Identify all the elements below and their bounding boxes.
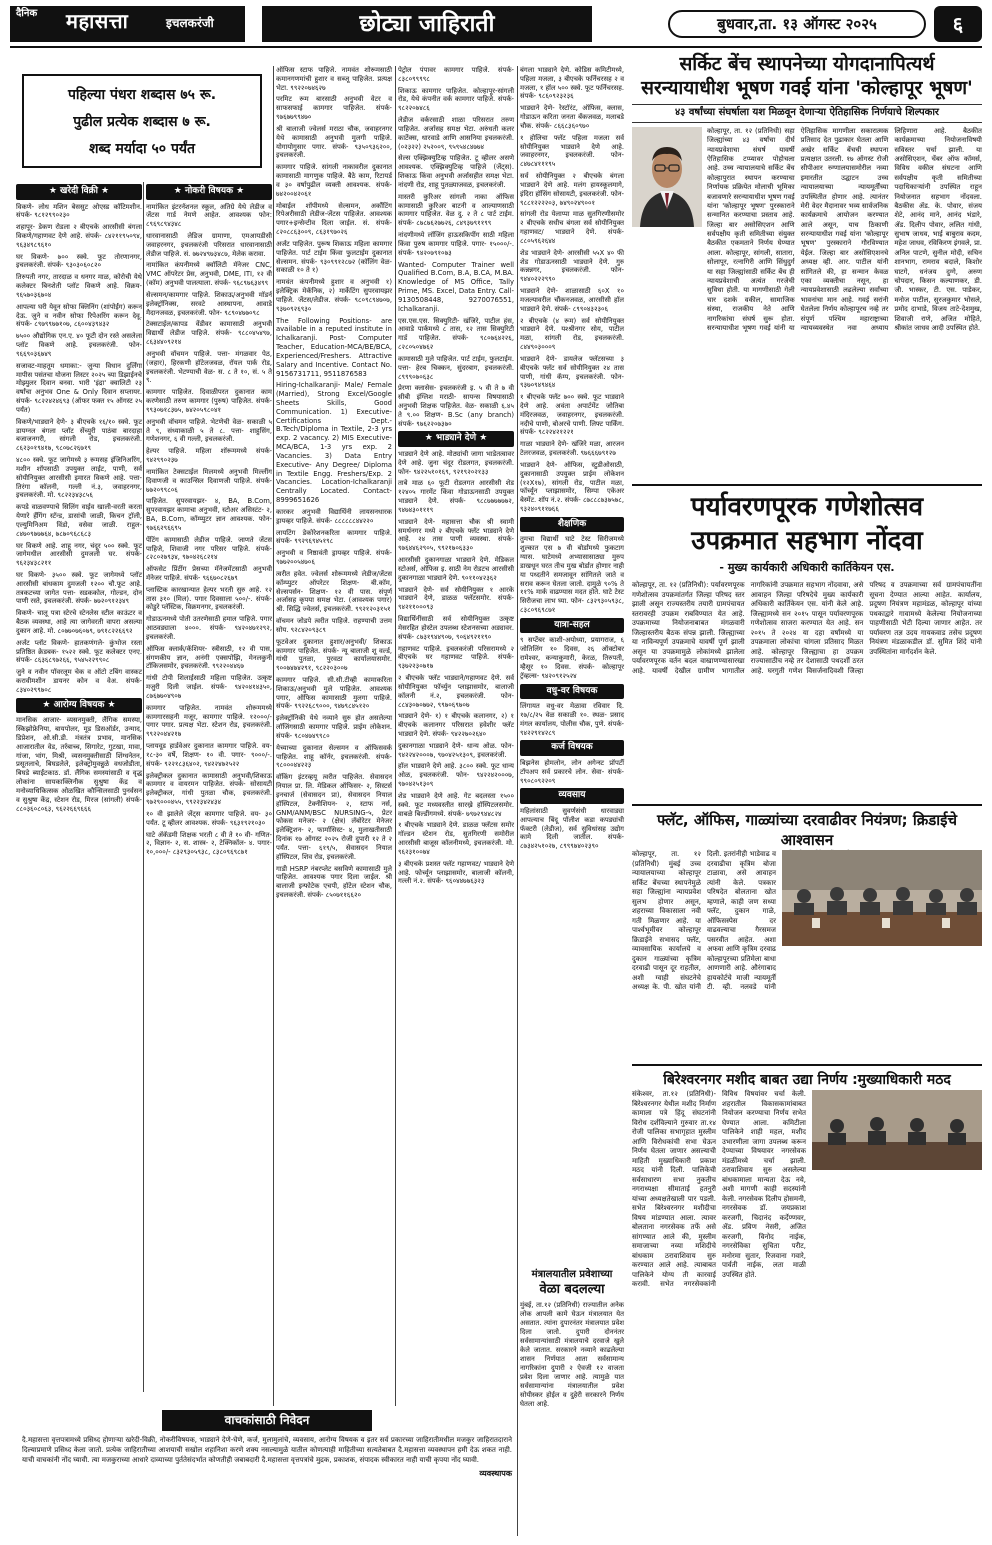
logo-name: महासत्ता: [66, 9, 129, 33]
classified-ad: प्रेरणा क्लासेस- इचलकरंजी इ. ५ वी ते ७ वी सीबी इंग्लिश मराठी- सायन्स विषयासाठी अनुभवी शिक्षक पाहिजेत. वेळ- सकाळी ६.४५ ते ९.०० शिक्षण- B.Sc (any branch) संपर्क- ९७६२२०७३७०: [398, 384, 514, 428]
classified-ad: हेल्पर पाहिजे. महिला शॉरूममध्ये संपर्क- ९४२९९०२३७: [146, 447, 272, 465]
classified-ad: १ होलिचा फ्लॅट पहिला मजला सर्व सोयीनियुक्त भाड्याने देणे आहे. जवाहरनगर, इचलकरंजी. फोन- ८४७८४१११९५: [520, 133, 624, 169]
reader-notice-body: दै.महासत्ता वृत्तपत्रामध्ये प्रसिध्द होणाऱ्या खरेदी-विक्री, नोकरीविषयक, भाड्याने देणे-घेणे, कर्ज, मुलामुलांचे, व्यवसाय, आरोग्य विषयक व इतर सर्व प्रकारच्या जाहिरातीमधील मजकुर जाहिरातदाराने दिल्याप्रमाणे प्रसिध्द केला जातो. प्रत्येक जाहिरातीच्या आशयाची सखोल शहानिशा करणे शक्य नसल्यामुळे यातील कोणत्याही माहितीच्या सत्यतेबाबत दै.महासत्ता व्यवस्थापन हमी देऊ शकत नाही. याची वाचकांनी नोंद घ्यावी. त्या मजकुराच्या आधारे दाव्याच्या पुर्ततेसंदर्भात कोणतीही जबाबदारी दै.महासत्ता वृत्तपत्रांचे मुद्रक, प्रकाशक, संपादक स्वीकारत नाही याची कृपया नोंद घ्यावी.: [22, 1436, 512, 1464]
classified-ad: जुने व नवीन पॉवरलूम चेक व ऑटो टबिंग वास्कट करावीमशीन डायनर कोन व वेअ. संपर्क- ८३४०२९९७०८: [16, 668, 142, 694]
rate-line-2: पुढील प्रत्येक शब्दास ७ रू.: [73, 114, 211, 130]
column-rule: [143, 182, 144, 1392]
story-headline-line-1: मंत्रालयातील प्रवेशाच्या: [531, 1269, 613, 1280]
classified-ad: विकणे/भाड्याने देणे- ३ बीएचके १६/१० स्क्वे. फूट डायग्नल बंगला प्लॉट सेंच्युरी पाठंबा बारदाहा बजाजनगरी, सांगली रोड, इचलकरंजी. ८६२३०१९४१७, ९८०७८२६७१९: [16, 417, 142, 453]
classified-ad: भाड्याने देणे आहे. मोठ्यांची जागा भाडेतत्वावर देणे आहे. जुना चंदूर रोडलगत, इचलकरंजी. फोन- ९४२२५१०१६९, ९२१९२०२१३३: [398, 449, 514, 476]
classified-ad: ४८०० स्क्वे. फूट जागेमध्ये ३ रूमसह इंजिनिअरिंग, मशीन शॉपसाठी उपयुक्त लाईट, पाणी, सर्व सोयीनियुक्त आरसीसी इमारत विकणे आहे. पत्ता- तिरंगा कॉलनी, गल्ली नं.३, जवाहरनगर, इचलकरंजी. मो. ९८२२३४३८५६: [16, 456, 142, 500]
classified-ad: विकणे- चालू पत्रा स्टेरचे स्टेनलेस स्टील काऊंटर व बैठक व्यवस्था, आहे त्या जागेवरती वापरा असल्या दुकान आहे. मो. ८०७७०७६०७९, ७९१८२२६६९२: [16, 609, 142, 635]
ads-list-jobs: [146, 203, 272, 857]
section-rule: [632, 1064, 982, 1066]
classified-ad: मानसिक आजार- व्यसनमुक्ती, लैंगिक समस्या, स्किझोफ्रेनिया, बायपोलर, मूड डिसऑर्डर, उन्माद, डिप्रेशन, ओ.सी.डी. मंत्रतंत्र प्रभाव, मानसिक आजारातील वेड, तर्रबाच्च, सिगारेट, गुटखा, मावा, गांजा, भांग, मिश्री, व्यसनमुक्तीसाठी शिंग्धनेतन, प्रसूतलाचे, बिघडलेले, इलेक्ट्रोमुवन्नुळे वधजोडीता, बिघडे ब्याईंटकाठ. डॉ. लैंगिक समस्यांसाठी व वृद्ध लोकांना सायकाक्लिनीक सुश्रुषा केंद्र व मनोव्याधिकित्सक ओळखित कौन्सिलसाठी पुनर्वसन व सुश्रुषा केंद्र, स्टेशन रोड, मिरज (सांगली) संपर्क- ८८०३६०८०६३, ९६२२६६९६६६: [16, 716, 142, 813]
classified-ad: कामासाठी मुले पाहिजेत. पार्ट टाईम, फुलटाईम. पत्ता- हेरब चिक्कन, सुंदरबाग, इचलकरंजी. ८९९९०७०६३८: [398, 354, 514, 381]
issue-date: बुधवार,ता. १३ ऑगस्ट २०२५: [668, 10, 926, 38]
story-headline: फ्लॅट, ऑफिस, गाळ्यांच्या दरवाढीवर नियंत्रण; क्रिडाईचे आश्वासन: [656, 811, 958, 849]
classified-ad: प्लायवूड हार्डवेअर दुकानात कामगार पाहिजे. वय- १८-३० वर्षे, शिक्षण- १० वी. पगार- ९०००/-. संपर्क- ९२२१८३६४०२, ९४२२४७२५२२: [146, 742, 272, 768]
classified-ad: भाड्याने देणे- रेस्टॉरंट, ऑफिस, क्लास, गोडाऊन करिता जनता बँकजवळ, मलाबडे चौक. संपर्क- ८६६८३६०९७०: [520, 104, 624, 130]
reader-notice: [22, 1410, 512, 1530]
classified-ad: गोडाऊनमध्ये पोती उतरणेसाठी हमाल पाहिजे. पगार आठवड्याला ४०००. संपर्क- ९४२०४७१२९२, इचलकरंजी.: [146, 615, 272, 641]
ad-education: तुमचा विद्यार्थी घाटे टेस्ट सिरीजमध्ये शुल्कात एस ७ वी बोर्डांमध्ये फुकटाग ग्यास. घाटेमध्ये अभ्यासासाठ्या मुरुप डाखधून घरत तीच मुख बोर्डात होणार नाही या पध्दतीने समजावून सांगितले जाते व सराव करून घेतला जातो. दामुळे ९०% ते ११% मार्क वाढण्यास मदत होते. घाटे टेस्ट सिरीजचा लाभ घ्या. फोन- ८३२९३०५९३८, ८३८०९६९८७१: [520, 535, 624, 615]
classified-ad: सांगली रोड येलाप्पा माळ सुतगिरणीसमोर २ बीएचके सधीच बंगला सर्व सोयीनियुक्त गहाणवट/ भाड्याने देणे. संपर्क- ८८०५९६२६४४: [520, 210, 624, 245]
column-rule: [395, 66, 396, 1406]
ads-list-buy-sell: [16, 203, 142, 695]
classified-ad: शहापूर- डेकण रोडला २ बीएचके आरसीसी बंगला विकणे/गहाणवट देणे आहे. संपर्क- ८४२११९५०९४, ९६३४९८९६१०: [16, 223, 142, 249]
newspaper-logo: [10, 6, 245, 42]
classified-ad: मोबाईल शॉपीमध्ये सेल्समन, अकौंटिंग रिपेअरीसाठी लेडीज-जेंटस पाहिजेत. आवश्यक पगार+इन्सेन्टीव दिला जाईल. सं. संपर्क- ८२०८८६३००९, ८६३१९७०२६: [276, 201, 392, 237]
classified-ad: १ बीएचके भाड्याने देणे. डाळळ फ्लॅटस समोर गॉल्डन स्टेशन रोड, सुतगिरणी समोरील आरसीसी बाजूस कॉलनीमध्ये, इचलकरंजी. मो. ९६२३१००७४: [398, 821, 514, 856]
classified-ad: तिरुपती नगर, तारदाळ व धनगर माळ, कोरोची येथे कलेक्टर बिनशेती प्लॉट विकणे आहे. विक्रय- ९६५७०३६७०४: [16, 273, 142, 299]
classified-ad: घाटे ॲकॅडमी शिक्षक भरती ८ वी ते १० वी- गणित- २, विज्ञान- २, स. शास्त्र- २, टेक्निकॉल- ४. पगार- १०,०००/- ८३२९३०५९३८, ८३८०९६९८७१: [146, 830, 272, 857]
classified-ad: कामगार पाहिजेत. नामवंत शोरूममध्ये कामगारसहनी मजूर, कामगार पाहिजे. १२०००/- पगार पगार. प्रत्यक्ष भेटा. स्टेशन रोड, इचलकरंजी. ९९२२०४४२१७: [146, 703, 272, 739]
classified-ad: गाळा भाड्याने देणे- खंजिरे मळा, आरजन टेलरजवळ, इचलकरंजी. ९७६६६७९१२७: [520, 440, 624, 458]
classified-ad: नांदणीमध्ये लॉजिंग हाऊसकिपींग साठी महिला किंवा पुरुष कामगार पाहिजे. पगार- १५०००/-. संपर्क- ९४२०७९१०७३: [398, 231, 514, 257]
classified-ad: नामांकित टेक्सटाईल मिलमध्ये अनुभवी मिल्लींग दिवाणजी व काउन्सिल दिवाणजी पाहिजे. संपर्क- ७७२०९९८०६: [146, 467, 272, 494]
classified-ad: ऑफिस स्टाफ पाहिजे. नामवंत शोरूमसाठी कमानगणमांची हुशार व सब्जू पाहिजेत. प्रत्यक्ष भेटा. ९९२२०७४६२७: [276, 66, 392, 92]
story-headline-line-1: सर्किट बेंच स्थापनेच्या योगदानापित्यर्थ: [679, 53, 935, 75]
story-mosque-decision: [632, 1070, 982, 1490]
category-header-jobs: ★ नोकरी विषयक ★: [146, 184, 272, 200]
council-photo-icon: [812, 1090, 982, 1170]
classified-ad: भाड्याने देणे- सर्व सोयीनियुक्त १ आरके भाड्याने देणे, डाळळ फ्लॅटसमोर. संपर्क- ९४२११०००९३: [398, 585, 514, 612]
story-headline-line-2: वेळा बदलल्या: [539, 1282, 605, 1297]
category-header-buy-sell: ★ खरेदी विक्री ★: [16, 184, 142, 200]
classified-ad: वॉचमन जोडपे त्वरीत पाहिजे. राहण्याची उत्तम सोय. ९२८४२०९३८९: [276, 617, 392, 634]
classified-ad: ऑफिस क्लार्क/कॅशियर- स्त्रीसाठी, १२ वी पास, संगणकीय ज्ञान, अनंगी एक्सपोझि, मेनलकुनी टॉकिजसमोर, इचलकरंजी. ९९२२०४४६७: [146, 644, 272, 671]
story-body: मुंबई, ता.१२ (प्रतिनिधी) राज्यातील अनेक लोक आपली कामे घेऊन मंत्रालयात येत असतात. त्यांना दुपारनंतर मंत्रालयात प्रवेश दिला जातो. दुपारी दोननंतर सर्वसामान्यांसाठी मंत्रालयाचे दरवाजे खुले केले जातात. सरकारने नव्याने काढलेल्या शासन निर्णयात आता सर्वसामान्य नागरिकांना दुपारी २ ऐवजी १२ वाजता प्रवेश दिला जाणार आहे. त्यामुळे यात सर्वसामान्यांना मंत्रालयातील प्रवेश सोयीस्कर होईल व दुहेरी सरकारने निर्णय घेतला आहे.: [520, 1301, 624, 1408]
category-header-rent: ★ भाड्याने देणे ★: [398, 431, 514, 447]
ad-travel: ९ सप्टेंबर काशी-अयोध्या, प्रयागराज, ६ जोतिलिंग १० दिवस, २६ ऑक्टोबर रामेश्वर, कन्याकुमारी, केरळ, तिरुपती, म्हैसूर १० दिवस. संपर्क- कोल्हापूर ट्रॅव्हल्स- ९४२०९१२५२४: [520, 636, 624, 680]
ads-list-health: [16, 716, 142, 813]
classified-ad: अनुभवी वॉचमन पाहिजे. पत्ता- मंगळवार पेठ, (जहार), हिरकणी हॉटेलजवळ, रॉयल पार्क रोड, इचलकरंजी. भेटण्याची वेळ- स. ८ ते १०, सं. ५ ते ९.: [146, 349, 272, 385]
ads-list-rent: [398, 450, 514, 886]
category-header-business: व्यवसाय: [520, 788, 624, 804]
classified-ad: फूटवेअर दुकानात हुशार/अनुभवी/ शिकाऊ कामगार पाहिजेत. संपर्क- न्यू बालाजी शू वर्ल्ड, गांधी पुतळा, पुरवठा कार्यालयासमोर. ९००७४७४२९१, ९८२२०३००७: [276, 637, 392, 673]
meeting-photo-icon: [782, 850, 982, 946]
classified-ad: धारवानासाठी लेडिज ग्रामाणा, एमआयडीसी जवाहरनगर, इचलकरंजी परिसरात धारवानासाठी लेडीज पाहिजे. सं. ७७२४९७३४८७, मेलेक करावा.: [146, 232, 272, 258]
classified-ad: अर्जंट प्लॉट विकणे- हातकणंगले- कुंभोज रस्ता प्रतिष्ठित क्रेडबक- १५२२ स्क्वे. फूट कलेक्टर एनए. संपर्क- ८६३६८९७२६६, ९५४५२२९९०८: [16, 638, 142, 665]
classified-ad: गाडी HSRP नंबरप्लेट बसविणे कामासाठी मुले पाहिजेत. आवश्यक पगार दिला जाईल. श्री बालाजी इन्फोटेक एचपी, हॉटेल स्टेशन चौक, इचलकरंजी. संपर्क- ८५०७११६६२०: [276, 864, 392, 900]
section-rule: [632, 484, 982, 486]
classified-ad: नामांकित इंटरनॅशनल स्कूल, अतिग्रे येथे लेडीज व जेंटस गार्ड नेमणे आहेत. आवश्यक फोन: ८९६९८९४३४८: [146, 202, 272, 229]
story-kicker: - मुख्य कार्यकारी अधिकारी कार्तिकेयन एस.: [719, 561, 895, 574]
classified-ad: प्लास्टिक कारखान्यात हेल्पर भरती सुरु आहे. १२ तास ३१० (मिल). पगार दिवसाला ५००/-. संपर्क- कोडुरे प्लॅस्टिक, विक्रमनगर, इचलकरंजी.: [146, 585, 272, 612]
story-subheadline: ४३ वर्षांच्या संघर्षाला यश मिळवून देणाऱ्या ऐतिहासिक निर्णयाचे शिल्पकार: [632, 104, 982, 123]
story-eco-ganeshotsav: [632, 490, 982, 777]
classified-ad: घर विकणे- ७०० स्क्वे. फूट तोरणानगर, इचलकरंजी. संपर्क- ९३०३०६०८२०: [16, 252, 142, 270]
story-headline-line-2: उपक्रमात सहभाग नोंदवा: [691, 526, 923, 556]
classified-ad: अर्जंट पाहिजेत. पुरूष शिकाऊ महिला कामगार पाहिजेत. पार्ट टाईम किंवा फुलटाईम दुकानात सेल्समन. संपर्क- ९३०९९१२८७२ (कॉलिंग वेळ- सकाळी १० ते १): [276, 239, 392, 275]
ads-column-buy-sell: [16, 182, 142, 1392]
classified-ad: २ बीएचके (४ रूम) सर्व सोयीनियुक्त भाड्याने देणे. यश्श्रीनगर सोय, पाटील मळा, सांगली रोड, इचलकरंजी. ८४४९०३०००९: [520, 316, 624, 352]
classified-ad: वॉकिंग इंटरव्हयू त्वरीत पाहिजेत. सेवासदन नियाल प्रा. लि. मेडिकल ऑफिसर- २, सिस्टर्स इनचार्ज (सेवासदन प्रा), सेवासदन नियाल हॉस्पिटल, टेक्नीशियन- २, स्टाफ नर्स, GNM/ANM/BSC NURSING-५, प्रेटर फोकस मनेजर- २ (क्षेत्र) लॅबोरेटर मेनेजर इलेक्ट्रिशन- २, फार्मासिस्ट- ४, मुलाखतीसाठी दिनांक १७ ऑगस्ट २०२५ रोजी दुपारी १२ ते २ पर्यंत. पत्ता- ६१९/५, सेवासदन नियाल हॉस्पिटल, शिव रोड, इचलकरंजी.: [276, 773, 392, 861]
news-area: [632, 52, 982, 1534]
classified-ad: एस.एस.एस. सिक्युरिटी- खंजिरे, पाटील हंस, आवाडे पार्कमध्ये ८ तास, १२ तास सिक्युरिटी गार्ड पाहिजेत. संपर्क- ९८०७६४२२६, ८२८०५०४७६२: [398, 316, 514, 352]
classified-ad: विद्यार्थिनींसाठी सर्व सोयीनियुक्त उत्कृष्ट मेसरहित होस्टेल उपलब्ध स्टेशनसच्या अड्यावर. संपर्क- ८७३१९४४९०७, ९०६४९२११९०: [398, 615, 514, 641]
story-credai-price-control: [632, 810, 982, 1000]
classified-ad: Hiring-Ichalkaranji- Male/ Female (Married), Strong Excel/Google Sheets Skills, Good Communication. 1) Executive-Certifications Dept.-B.Tech/Diploma in Textile, 2-3 yrs exp. 2 vacancy. 2) MIS Executive- MCA/BCA, 1-3 yrs exp. 2 Vacancies. 3) Data Entry Executive- Any Degree/ Diploma in Textile Engg. Freshers/Exp. 2 Vacancies. Location-Ichalkaranji Centrally Located. Contact- 8999651626: [276, 381, 392, 505]
classified-ad: आरसीसी दुकानगाळा भाड्याने देणे. मेडिकल स्टोअर्स, ऑफिस इ. साठी नेम रोडटच आरसीसी दुकानगाळा भाड्याने देणे. ९०११०४२३६२: [398, 556, 514, 582]
section-rule: [632, 804, 982, 806]
classified-ad: गांधी टोपी शिलाईसाठी महिला पाहिजेत. उत्कृष्ट मजुरी दिली जाईल. संपर्क- ९४२०४१४३५०, ८७६७७०४९०७: [146, 674, 272, 700]
category-header-marriage: वधु-वर विषयक: [520, 684, 624, 700]
classified-ad: येच्याच्या दुकानात सेल्समन व ऑफिसवर्क पाहिजेत. शाहू कॉर्नर, इचलकरंजी. संपर्क- ९८०००४४२२३: [276, 743, 392, 770]
ads-column-jobs-rent: [398, 66, 514, 1470]
story-body: कोल्हापूर, ता. १२ (प्रतिनिधी) सहा जिल्ह्यांच्या ४३ वर्षांचा दीर्घ न्यायप्रवेशाचा संघर्ष यावर्षी ऐतिहासिक टप्प्यावर पोहोचला आहे. उच्च न्यायालयाचे सर्किट बेंच कोल्हापुरात स्थापन करण्याचा निर्णायक प्रक्रियेत मोलाची भूमिका बजावणारे सरन्यायाधीश भूषण गवई यांना 'कोल्हापूर भूषण' पुरस्काराने सन्मानित करण्याचा प्रस्ताव आहे. जिल्हा बार असोसिएशन आणि सर्वपक्षीय कृती समितीच्या संयुक्त बैठकीत एकमताने निर्णय घेण्यात आला. कोल्हापूर, सांगली, सातारा, सोलापूर, रत्नागिरी आणि सिंधुदुर्ग या सहा जिल्ह्यांसाठी सर्किट बेंच ही न्यायप्रवेशाची अत्यंत गरजेची सुविधा होती. या मागणीसाठी गेली चार दशके वकील, सामाजिक संस्था, राजकीय नेते आणि नागरिकांचा संघर्ष सुरू होता. सरन्यायाधीश भूषण गवई यांनी या ऐतिहासिक मागणीला सकारात्मक प्रतिसाद देत पुढाकार घेतला आणि अखेर सर्किट बेंचची स्थापना प्रत्यक्षात उतरली. १७ ऑगस्ट रोजी सीपीआर रुग्णालयासमोरील नव्या इमारतीत उद्घाटन उच्च न्यायालयाच्या न्यायमूर्तींच्या उपस्थितीत होणार आहे. त्यानंतर मेरी वेदर मैदानावर भव्य सार्वजनिक कार्यक्रमाचे आयोजन करण्यात आले असून, याच ठिकाणी सरन्यायाधीश गवई यांना 'कोल्हापूर भूषण' पुरस्काराने गौरविण्यात येईल. जिल्हा बार असोसिएशनचे अध्यक्ष व्ही. आर. पाटील यांनी सांगितले की, हा सन्मान केवळ एका व्यक्तीचा नसून, हा न्यायप्रवेशासाठी लढलेल्या सर्वांच्या भावनांचा मान आहे. गवई सरांनी घेतलेला निर्णय कोल्हापूरच नव्हे तर संपूर्ण पश्चिम महाराष्ट्राच्या न्यायव्यवस्थेत नवा अध्याय लिहिणारा आहे. बैठकीत कार्यक्रमाच्या नियोजनाविषयी सविस्तर चर्चा झाली. या असोसिएशन, चेंबर ऑफ कॉमर्स, विविध वकील संघटना आणि सर्वपक्षीय कृती समितीच्या पदाधिकाऱ्यांनी उपस्थित राहून नियोजनात सहभाग नोंदवला. बैठकीस ॲड. के. पोवार, संजय शेटे, आनंद माने, आनंद भंडारे, ॲड. दिलीप पोवार, ललित गांधी, सुभाष जाधव, भाई बाबुराव कदम, महेश जाधव, रविकिरण इंगवले, प्रा. अनिल पाटणे, सुनील मोदी, सचिन शानभाग, रामराव बदाले, किशोर घाटगे, धनंजय दुग्गे, अरुण चोपदार, किसन कल्याणकर, डी. जी. भास्कर, टी. एस. पाडेकर, मनोज पाटील, सुरजकुमार भोसले, प्रमोद दाभाडे, विजय ताटे-देशमुख, शिवाजी राणे, अजित मोहिते, श्रीकांत जाधव आदी उपस्थित होते.: [707, 126, 982, 332]
council-meeting-photo: [812, 1090, 982, 1170]
ads-list-jobs-2: [276, 66, 392, 314]
category-header-travel: यात्रा-सहल: [520, 618, 624, 634]
classified-ad: बंगला भाड्याने देणे. कोडिस कमिटीमध्ये, पहिला मजला, ३ बीएचके फर्निचरसह २ व मजला, १ हॉल ५०० स्क्वे. फूट फर्निचरसह. संपर्क- ९८६०९२३२३६: [520, 66, 624, 101]
portrait-icon: [632, 127, 702, 227]
story-body: कोल्हापूर, ता. १२ (प्रतिनिधी): पर्यावरणपूरक गणेशोत्सव उपक्रमांतर्गत जिल्हा परिषद स्तर झाली असून राज्यस्तरीय तयारी ग्रामपंचायत स्तरावरही उपक्रम राबविण्यात येत आहे. उपक्रमाच्या नियोजनाबाबत मंगळवारी जिल्हास्तरीय बैठक संपन्न झाली. जिल्ह्याच्या या नाविन्यपूर्ण उपक्रमाचे यावर्षी पूर्ण झाली असून या उपक्रमामुळे लोकांमध्ये झालेला पर्यावरणपूरक वर्तन बदल वाखाणण्यासारखा आहे. यावर्षी देखील ग्रामीण भागातील नागरिकांनी उपक्रमात सहभाग नोंदवावा, असे आवाहन जिल्हा परिषदेचे मुख्य कार्यकारी अधिकारी कार्तिकेयन एस. यांनी केले आहे. जिल्ह्यामध्ये सन २०१५ पासून पर्यावरणपूरक गणेशोत्सव साजरा करण्यात येत आहे. सन २०१५ ते २०२४ या दहा वर्षांमध्ये या उपक्रमाला लोकांचा चांगला प्रतिसाद मिळत आहे. कोल्हापूर जिल्ह्याचा हा उपक्रम राज्यासाठीच नव्हे तर देशासाठी पथदर्शी ठरत आहे. घरगुती गणेश विसर्जनादिवशी जिल्हा परिषद व उपक्रमाच्या सर्व ग्रामपंचायतींना सूचना देण्यात आल्या आहेत. कार्यालय, प्रदूषण नियंत्रण महामंडळ, कोल्हापूर यांच्या पथकाद्वारे गावामध्ये केलेल्या नियोजनाच्या पाहणीसाठी भेटी दिल्या जाणार आहेत. तर पर्यावरण तज्ञ उदय गायकवाड तसेच प्रदूषण नियंत्रण मंडळाकडील डॉ. सुमित शिंदे यांनी उपस्थितांना मार्गदर्शन केले.: [632, 581, 982, 675]
classified-ad: नामवंत कंपनीमध्ये हुशार व अनुभवी १) इलेक्ट्रिक मेकॅनिक, २) मार्केटिंग सुपरवायझर पाहिजे. जेंटस/लेडीज. संपर्क- ९८०९८९४७०७, ९३७०९२६९३०: [276, 278, 392, 313]
section-title: छोट्या जाहिराती: [262, 6, 592, 42]
classified-ad: कारकर अनुभवी विद्यार्थिनी लायसनधारक ड्रायव्हर पाहिजे. संपर्क- ८८८८८८४४२२०: [276, 507, 392, 525]
classified-ad: The Following Positions- are available in a reputed institute in Ichalkaranji. Post- Computer Teacher, Education-MCA/BE/BCA, Experienced/Freshers. Attractive Salary and Incentive. Contact No. 9156731711, 9511876583: [276, 316, 392, 378]
column-rule: [517, 66, 518, 1536]
classified-ad: आपल्या घरी येवून सोफा क्लिनिंग (शांपोईंग) करून देऊ. जुने व नवीन सोफा रिपेअरिंग करून देवू. संपर्क- ८९७९९७७१०७, ८६००४३९४३२: [16, 302, 142, 329]
classified-ad: ऑफसेट प्रिंटींग प्रेसच्या मॅनेजमेंटसाठी अनुभवी मॅनेजर पाहिजे. संपर्क- ९६६७०८२६७९: [146, 565, 272, 582]
classified-ad: भाड्याने देणे- शाळासाठी ६०X १० मजल्यावरील चौंकनजवळ, आरसीसी हॉल भाड्याने देणे. संपर्क- ८९९०४३२३०६: [520, 287, 624, 313]
rate-line-1: पहिल्या पंधरा शब्दास ७५ रू.: [67, 87, 217, 103]
story-circuit-bench: [632, 52, 982, 333]
classified-ad: १ बीएचके फ्लॅट ७०० स्क्वे. फूट भाड्याने देणे आहे. अवंता अपार्टमेंट जोतिबा मंदिरजवळ, जवाहरनगर, इचलकरंजी. नदीचे पाणी, बोअरचे पाणी. लिफ्ट पार्किंग. संपर्क- ९८२२४२१२२१: [520, 393, 624, 437]
classified-ad: नामांकित कंपनीमध्ये क्वॉलिटी मॅनेजर CNC, VMC ऑपरेटर प्रेस, अनुभवी, DME, ITI, १२ वी (कॉम) अनुभवी पालत्याला. संपर्क- ९६८९७६३४९९: [146, 261, 272, 288]
classified-ad: पेंटिंग कामासाठी लेडीज पाहिजे. जाणते जेंटस पाहिजे, शिवाजी नगर परिसर पाहिजे. संपर्क- ८२८०२७९३४, ९७०४२६८२१४: [146, 535, 272, 562]
classified-ad: कामगार पाहिजेत. दिवाळीपरत दुकानात काम करणेसाठी तरुण कामगार (पुरुष) पाहिजेत. संपर्क- ९९३०७१८३७५, ७४२०५९८०४१: [146, 388, 272, 414]
header-rule: [10, 46, 982, 48]
ad-marriage: लिंगायत वधु-वर मेळावा रविवार दि. १७/८/२५ वेळ सकाळी १०. स्थळ- प्रसाद मंगल कार्यालय, पोलीस चौक, पुणे. संपर्क- ९४२२९१४२८९: [520, 702, 624, 737]
classified-ad: लेडीज वर्करसाठी शाळा परिसरात तरुण पाहिजेत. अर्जासह समक्ष भेटा. अरुंधती कलर कार्टेक्स, धारवाडे आणि आसनिया इचलकरंजी. (०२३२२) २५२००९, ९५९५४८४७७४: [398, 116, 514, 151]
ads-list-jobs-english: [276, 317, 392, 505]
classified-ad: २ बीएचके फ्लॅट भाड्याने/गहाणवट देणे. सर्व सोयीनियुक्त फॉर्च्युन प्लाझासमोर, बालाजी कॉलनी नं.२, इचलकरंजी. फोन- ८८४३०७०७७२, ९९७०६९७०७: [398, 674, 514, 709]
ads-column-jobs: [146, 182, 272, 1392]
classified-ad: भाड्याने देणे- महासत्ता चौक श्री स्वामी समर्थनगर मध्ये २ बीएचके फ्लॅट भाड्याने देणे आहे. २४ तास पाणी व्यवस्था. संपर्क- ९७६४४६२९०५, ९९२१७०६३३०: [398, 517, 514, 553]
classified-ad: विकणे- लोध मशिन बेससुट ओएस्ड कॉटिमशीन. संपर्क- ९८१२९९०२३०: [16, 202, 142, 220]
page-number: ६: [934, 6, 982, 42]
classified-ad: अनुभवी व निष्ठावंती ड्रायव्हर पाहिजे. संपर्क- ९७७२००५४७०६: [276, 549, 392, 567]
classified-ad: १० वी झालेले जेंट्स कामगार पाहिजे. वय- ३० पर्यंत. टू व्हीलर आवश्यक. संपर्क- ९६३१९२१०३०: [146, 809, 272, 827]
category-header-education: शैक्षणिक: [520, 517, 624, 533]
logo-prefix: दैनिक: [16, 8, 38, 19]
category-header-health: ★ आरोग्य विषयक ★: [16, 698, 142, 714]
logo-city: इचलकरंजी: [166, 16, 214, 30]
reader-notice-title: वाचकांसाठी निवेदन: [162, 1410, 372, 1431]
ads-list-rent-2: [520, 66, 624, 514]
classified-ad: भाड्याने देणे- ऑफिस, स्टुडीओसाठी, दुकानासाठी उपयुक्त प्राईम लोकेशन (१२X१७), सांगली रोड, पाटील मळा, फॉर्च्यून प्लाझासमोर, सिम्पा एकेअर बेस्मेंट. शॉप नं.२. संपर्क- ८७८८८७३७५७८, ९३२४०९११७६६: [520, 460, 624, 514]
classified-ad: मास्तरी कुरिअर सांगली नाका ऑफिस कामासाठी कुरिअर बाटनी व आल्याणसाठी कामगार पाहिजेत. वेळ दु. २ ते ८ पार्ट टाईम. संपर्क- ८७८७६२७७२६, ८४९३७९११९९: [398, 192, 514, 228]
classified-ad: भाड्याने देणे- १) १ बीएचके कलानगर, २) १ बीएचके कलानगर परिसरात हवेशीर फ्लॅट भाड्याने देणे. संपर्क- ९४२२७०२६४०: [398, 712, 514, 738]
story-body: कोल्हापूर, ता. १२ (प्रतिनिधी) मुंबई उच्च न्यायालयाच्या कोल्हापूर सर्किट बेंचच्या स्थापनेमुळे सहा जिल्ह्यांना न्यायप्रवेश सुलभ होणार असून, शहराच्या विकासाला नवी गती मिळणार आहे. या पार्श्वभूमीवर कोल्हापूर क्रिडाईने सभासद फ्लॅट, व्यावसायिक कार्यालये व दुकान गाळ्यांच्या कृत्रिम दरवाढी पासून दूर राहतील, अशी ग्वाही संघटनेचे अध्यक्ष के. पी. खोत यांनी दिली. इतरांनीही भाडेवाढ व दरवाढीचा कृत्रिम बोजा टाळावा, असे आवाहन त्यांनी केले. पत्रकार परिषदेत बोलताना खोत म्हणाले, काही जण सध्या फ्लॅट, दुकान गाळे, ऑफिसस्पेस दर वाढवल्याचा गैरसमज पसरवीत आहेत. अशा अफवा आणि कृत्रिम दरवाढ कोल्हापूरच्या प्रतिमेला बाधा आणणारी आहे. औरंगाबाद हायकोर्टचे माजी न्यायमूर्ती टी. व्ही. नलवडे यांनी: [632, 850, 776, 992]
ads-column-jobs-2: [276, 66, 392, 1470]
classified-ad: लायटिंग डेकोरेशनकरिता कामगार पाहिजे. संपर्क- ९९२९६९४५१९८: [276, 528, 392, 546]
classified-ad: पेट्रोल पंपावर कामगार पाहिजे. संपर्क- ८३८०९९९९८: [398, 66, 514, 83]
classified-ad: श्री बालाजी ज्वेलर्स मराठा चौक, जवाहरनगर येथे कामासाठी अनुभवी मुलगी पाहिजे. योगायोगुसार पगार. संपर्क- ९३५०९३६२००, इचलकरंजी.: [276, 124, 392, 160]
classified-ad: सेल्समन/कामगार पाहिजे. शिकाऊ/अनुभवी मॉडर्न इलेक्ट्रॉनिक्स, सरवटे आस्थापना, आवाडे मैदानजवळ, इचलकरंजी. फोन- ९८९०४७७०९८: [146, 290, 272, 317]
classified-ad: कामगार पाहिजे. सी.सी.टीव्ही कामाकरिता शिकाऊ/अनुभवी मुले पाहिजेत. आवश्यक पगार, ऑफिस कामासाठी मुलगा पाहिजे. संपर्क- ९९२२६८९०००, ९४७९८४५१२०: [276, 676, 392, 711]
press-conference-photo: [782, 850, 982, 946]
category-header-loan: कर्ज विषयक: [520, 740, 624, 756]
classified-ad: भाड्याने देणे- डायलेज फ्लॅटसच्या ३ बीएचके फ्लॅट सर्व सोयीनियुक्त २४ तास पाणी, गांधी कॅम्प, इचलकरंजी. फोन- ९३७०९४९४६४: [520, 354, 624, 390]
classified-ad: शेड भाड्याने देणे आहे. गेट बदलस्ता १५०० स्क्वे. फूट मध्यवस्तीत सारख्रे हॉस्पिटलसमोर. वाबळे बिल्डींगमध्ये. संपर्क- ७९७२९४४८२४: [398, 791, 514, 818]
classified-ad: सर्व सोयीनियुक्त २ बीएचके बंगला भाड्याने देणे आहे. मलंग हायस्कूलमागे, इंदिरा हॉसिंग सोसायटी, इचलकरंजी. फोन- ९८८१२२२२०३, ७४९०२४९००१: [520, 172, 624, 207]
classified-ad: कपडे वाळवण्याचे सिलिंग वाईव खाली-वरती करता येणारे हँगिंग स्टॅन्ड, डासांची जाळी, किचन ट्रॉली, एल्युमिनिअम विंडो, वसेवा जाळी. राहुल- ८४७०९७७७६४, ७८७०९६८६८३: [16, 503, 142, 538]
ad-loan: बिझनेस होमलोन, लोन अगेन्स्ट प्रॉपर्टी टॉपअप सर्व प्रकारचे लोन. सेवा- संपर्क- ९९०८०९२२०९: [520, 758, 624, 785]
classified-ad: त्वरीत हवेत. ज्वेलर्स शोरूममध्ये लेडीज/जेंटस कॉम्प्युटर ऑपरेटर शिक्षण- बी.कॉम, सेल्सपर्सन- शिक्षण- १२ वी पास. संपूर्ण अर्जासह कृपया समक्ष भेटा. (आवश्यक पगार) श्री. सिद्धि ज्वेलर्स, इचलकरंजी. ९९२१२०३१५१: [276, 569, 392, 614]
classified-ad: परमिट रूम बारसाठी अनुभवी वेटर व साफसफाई कामगार पाहिजेत. संपर्क- ९७६७७९९४७०: [276, 95, 392, 122]
story-headline-line-1: पर्यावरणपूरक गणेशोत्सव: [690, 492, 924, 522]
ad-business: महिलांसाठी सुवर्णसंधी धारवाड्या आपल्याच बिंदू पॉलीश कडा कपड्यांची फॅक्टरी (लेडीज), सर्व सुविधांसह उद्योग कामे दिली जातील. संपर्क- ८७३४२५१०२७, ८९९९७४०२३९०: [520, 806, 624, 851]
column-rule: [273, 66, 274, 1406]
classified-ad: टेक्सटाईल/कापड वेंडीवर कामासाठी अनुभवी विद्यार्थी लेडीज पाहिजे. संपर्क- ९८८०४५४९७, ८६३४४०९२१४: [146, 320, 272, 347]
reader-notice-signature: व्यवस्थापक: [479, 1468, 512, 1478]
classified-ad: ३ बीएचके प्रशस्त फ्लॅट गहाणवट/ भाड्याने देणे आहे. फोर्च्यून प्लाझासमोर, बालाजी कॉलनी, गल्ली नं.२. संपर्क- ९६०४४७७६३२३: [398, 859, 514, 886]
classified-ad: ७५०० औद्योगिक एन.ए. ४० फूटी दोन रस्ते असलेला प्लॉट विकणे आहे. इचलकरंजी. फोन- ९६६९०३६७४९: [16, 332, 142, 358]
classified-ad: इलेक्ट्रॉनिकी येथे नव्याने सुरु होत असलेल्या लॉजिंगसाठी कामगार पाहिजे. प्राईम लोकेशन. संपर्क- ९८०४७४९९८०: [276, 714, 392, 740]
classified-ad: पाहिजेत. सुपरवायझर- ४, BA, B.Com, सुपरवायझर कामाचा अनुभवी, स्टोअर असिस्टंट- २, BA, B.Com, कॉम्प्युटर ज्ञान आवश्यक. फोन- ९७६६२९६६९५: [146, 497, 272, 532]
chief-justice-photo: [632, 127, 702, 227]
classified-ad: अनुभवी वॉचमन पाहिजे. भेटणेची वेळ- सकाळी ५ ते ९, संध्याकाळी ५ ते ८. पत्ता- शाहुसिंग, गणेशनगर, ६ वी गल्ली, इचलकरंजी.: [146, 417, 272, 444]
classified-ad: कामगार पाहिजे. सांगली नाकावरील दुकानात कामासाठी मागणुक पाहिजे. बैठे काम, रिटायर्ड व ३० वर्षापुढील व्यक्ती आवश्यक. संपर्क- ७४२००४२०६१: [276, 163, 392, 198]
classified-ad: दुकानगाळा भाड्याने देणे- धान्य ओळ. फोन- ९४२२४२०००७, ९७०४२५१३०९, इचलकरंजी.: [398, 741, 514, 759]
classified-ad: सेल्स एक्झिक्युटिव्ह पाहिजेत. टू व्हीलर असणे आवश्यक. एक्झिक्युटिव्ह पाहिजे (जेंट्स). शिकाऊ किंवा अनुभवी अर्जासहीत समक्ष भेटा. नांदणी रोड, शाहू पुतळ्याजवळ, इचलकरंजी.: [398, 154, 514, 189]
classified-ad: घर विकणे- ३५०० स्क्वे. फूट जागेमध्ये प्लॉट आरसीसी बांधकाम दुमजली १२०० चौ.फूट आहे. तत्रकटच्या जागेत पत्ता- सडककोल, गोल्डन, दोन पाणी रस्ते, इचलकरंजी. संपर्क- ७७२०९१२३४९: [16, 570, 142, 606]
ads-list-jobs-3: [276, 508, 392, 900]
classified-ad: शेड भाड्याने देणे- आरसीसी ५५X ४० फी शेड गोडाऊनसाठी भाड्याने देणे. गुरु कन्नन्नगर, इचलकरंजी. फोन- ९४४०२२२९९०: [520, 248, 624, 284]
ad-english-trainer: Wanted- Computer Trainer well Qualified B.Com, B.A, B.CA, M.BA. Knowledge of MS Office, Tally Prime, MS. Excel, Data Entry. Call- 9130508448, 9270076551, Ichalkaranji.: [398, 260, 514, 313]
classified-ad: शिकाऊ कामगार पाहिजेत. कोल्हापूर-सांगली रोड, येथे कंपनीत वर्क कामगार पाहिजे. संपर्क- ९८२२०७४८६: [398, 86, 514, 113]
story-mantralaya-timings: [520, 1268, 624, 1530]
classified-ad: सजावट-माहतूम धमाका:- जुन्या विधान दुर्लिंगा मापीस पसंतचा योजना लिस्टर २०२५ च्या डिझाईनचे मोझ्युलर दिवान बनवा. भारी 'इंद्रा' क्वालिटी २३ वर्षांचा अनुभव One & Only दिवान सप्लायर. संपर्क- ९८२२४२४६९३ (ऑफर फक्त १५ ऑगस्ट २५ पर्यंत): [16, 361, 142, 414]
classified-ad: गहाणवट पाहिजे. इचलकरंजी परिसरामध्ये २ बीएचके घर गहाणवट पाहिजे. संपर्क- ९३७२२३०७१७: [398, 644, 514, 671]
ads-list-jobs-5: [398, 317, 514, 429]
ads-column-rent-misc: [520, 66, 624, 1470]
ad-rate-box: [22, 74, 262, 168]
classified-ad: हॉल भाड्याने देणे आहे. ३८०० स्क्वे. फूट धान्य ओळ, इचलकरंजी. फोन- ९४२२४२०००७, ९७०४२५१३०९: [398, 762, 514, 789]
classified-ad: इलेक्ट्रीकल दुकानात कामासाठी अनुभवी/शिकाऊ कामगार व वायरमन पाहिजेत. संपर्क- सोसायटी इलेक्ट्रीकल, गांधी पुतळा चौक, इचलकरंजी. ९७२९०००४५५, ९९२२३४२४३४: [146, 771, 272, 807]
story-headline-line-2: सरन्यायाधीश भूषण गवई यांना 'कोल्हापूर भूषण': [641, 77, 973, 99]
rate-line-3: शब्द मर्यादा ५० पर्यंत: [88, 141, 196, 157]
story-headline: बिरेश्वरनगर मशीद बाबत उद्या निर्णय :मुख्याधिकारी मठद: [663, 1072, 951, 1088]
story-body: संकेश्वर, ता.१२ (प्रतिनिधी)- बिरेश्वरनगर येथील मशीद निर्माण कामाला पत्रे हिंदू संघटनांनी विरोध दर्शविल्याने गुरुवार ता.१४ रोजी पालिका सभागृहात मुस्लीम आणि विरोधकांची सभा घेऊन निर्णय घेतला जाणार असल्याची माहिती मुख्याधिकारी प्रकाश मठद यांनी दिली. पालिकेची सर्वसाधारण सभा नुकतीच नगराध्यक्षा सीमाताई हतनुरी यांच्या अध्यक्षतेखाली पार पडली. सभेत बिरेश्वरनगर मशीदीचा विषय मांडण्यात आला. त्यावर बोलताना नगरसेवक तर्फे असे सांगण्यात आले की, मुस्लीम समाजाच्या नव्या मशिदीचे बांधकाम ठरावाशिवाय सुरु करण्यात आले आहे. त्याबाबत पालिकेने योग्य ती कारवाई करावी. सभेत नगरसेवकांनी विविध विषयांवर चर्चा केली. शहरातील विकासकामांबाबत नियोजन करण्याचा निर्णय सभेत घेण्यात आला. कमिटीला पालिकेने शाही महल, मशीद उभारणीला जागा उपलब्ध करून देण्याच्या विषयावर नगरसेवक मंडळींमध्ये चर्चा झाली. ठरावाशिवाय सुरु असलेल्या बांधकामाला मान्यता देऊ नये, अशी मागणी काही सदस्यांनी केली. नगरसेवक दिलीप होसमनी, नगरसेवक डॉ. जयप्रकाश करजगी, चिदानंद कर्देण्णवर, ॲड. प्रविण नेसरी, अजित करजगी, विनोद नाईक, नगरसेविका सुचिता परीट, मनोरमा सुतार, रिजवाना गवारे, पार्वती नाईक, लता माळी उपस्थित होते.: [632, 1090, 806, 1289]
classified-ad: घर विकणे आहे. शाहू नगर, चंदूर ५०० स्क्वे. फूट जागेमधील आरसीसी दुमजली घर. संपर्क- ९६२३४३८२११: [16, 541, 142, 568]
classified-ad: ताबे माळ ६० फूटी रोडलगत आरसीसी शेड १२४०५ गारमेंट किंवा गोडाऊनसाठी उपयुक्त भाड्याने देणे. संपर्क- ९८८७७७७७७२, ९४७४३०१११९: [398, 479, 514, 514]
ads-list-jobs-4: [398, 66, 514, 258]
